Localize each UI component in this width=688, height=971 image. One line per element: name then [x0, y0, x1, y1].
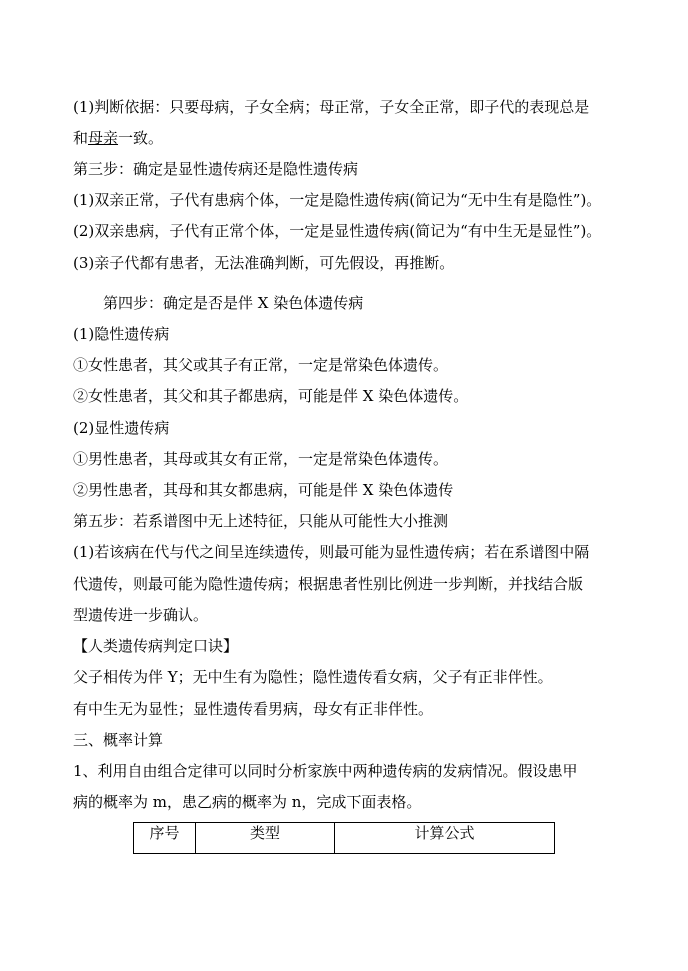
table-header-row — [134, 823, 555, 854]
step-4-item-2b: ②男性患者，其母和其女都患病，可能是伴 X 染色体遗传 — [73, 481, 454, 499]
step-3-item-3: (3)亲子代都有患者，无法准确判断，可先假设，再推断。 — [73, 254, 455, 272]
step-5-item-1a: (1)若该病在代与代之间呈连续遗传，则最可能为显性遗传病；若在系谱图中隔 — [73, 543, 590, 561]
line-2-post: 一致。 — [118, 129, 164, 147]
step-4-sub-1: (1)隐性遗传病 — [73, 325, 170, 343]
mnemonic-line-1: 父子相传为伴 Y；无中生有为隐性；隐性遗传看女病，父子有正非伴性。 — [73, 668, 553, 686]
step-4-item-1b: ②女性患者，其父和其子都患病，可能是伴 X 染色体遗传。 — [73, 387, 469, 405]
mnemonic-line-2: 有中生无为显性；显性遗传看男病，母女有正非伴性。 — [73, 700, 434, 718]
step-4-item-1a: ①女性患者，其父或其子有正常，一定是常染色体遗传。 — [73, 356, 449, 374]
step-5-heading: 第五步：若系谱图中无上述特征，只能从可能性大小推测 — [73, 512, 449, 530]
step-3-item-2: (2)双亲患病，子代有正常个体，一定是显性遗传病(简记为“有中生无是显性”)。 — [73, 222, 602, 240]
step-4-item-2a: ①男性患者，其母或其女有正常，一定是常染色体遗传。 — [73, 450, 449, 468]
paragraph-1b: 病的概率为 m，患乙病的概率为 n，完成下面表格。 — [73, 793, 422, 811]
paragraph-1a: 1、利用自由组合定律可以同时分析家族中两种遗传病的发病情况。假设患甲 — [73, 762, 578, 780]
line-2 — [73, 128, 163, 148]
step-3-heading: 第三步：确定是显性遗传病还是隐性遗传病 — [73, 160, 359, 178]
underlined-mother: 母亲 — [88, 129, 119, 147]
line-1: (1)判断依据：只要母病，子女全病；母正常，子女全正常，即子代的表现总是 — [73, 98, 590, 116]
step-5-item-1c: 型遗传进一步确认。 — [73, 606, 209, 624]
step-3-item-1: (1)双亲正常，子代有患病个体，一定是隐性遗传病(简记为“无中生有是隐性”)。 — [73, 191, 602, 209]
header-formula: 计算公式 — [335, 823, 555, 854]
probability-table — [133, 822, 555, 854]
header-index: 序号 — [134, 823, 196, 854]
mnemonic-title: 【人类遗传病判定口诀】 — [73, 637, 239, 655]
step-5-item-1b: 代遗传，则最可能为隐性遗传病；根据患者性别比例进一步判断，并找结合版 — [73, 575, 584, 593]
step-4-sub-2: (2)显性遗传病 — [73, 419, 170, 437]
step-4-heading: 第四步：确定是否是伴 X 染色体遗传病 — [103, 294, 364, 312]
header-type: 类型 — [196, 823, 335, 854]
line-2-pre: 和 — [73, 129, 89, 147]
section-3-heading: 三、概率计算 — [73, 731, 164, 749]
